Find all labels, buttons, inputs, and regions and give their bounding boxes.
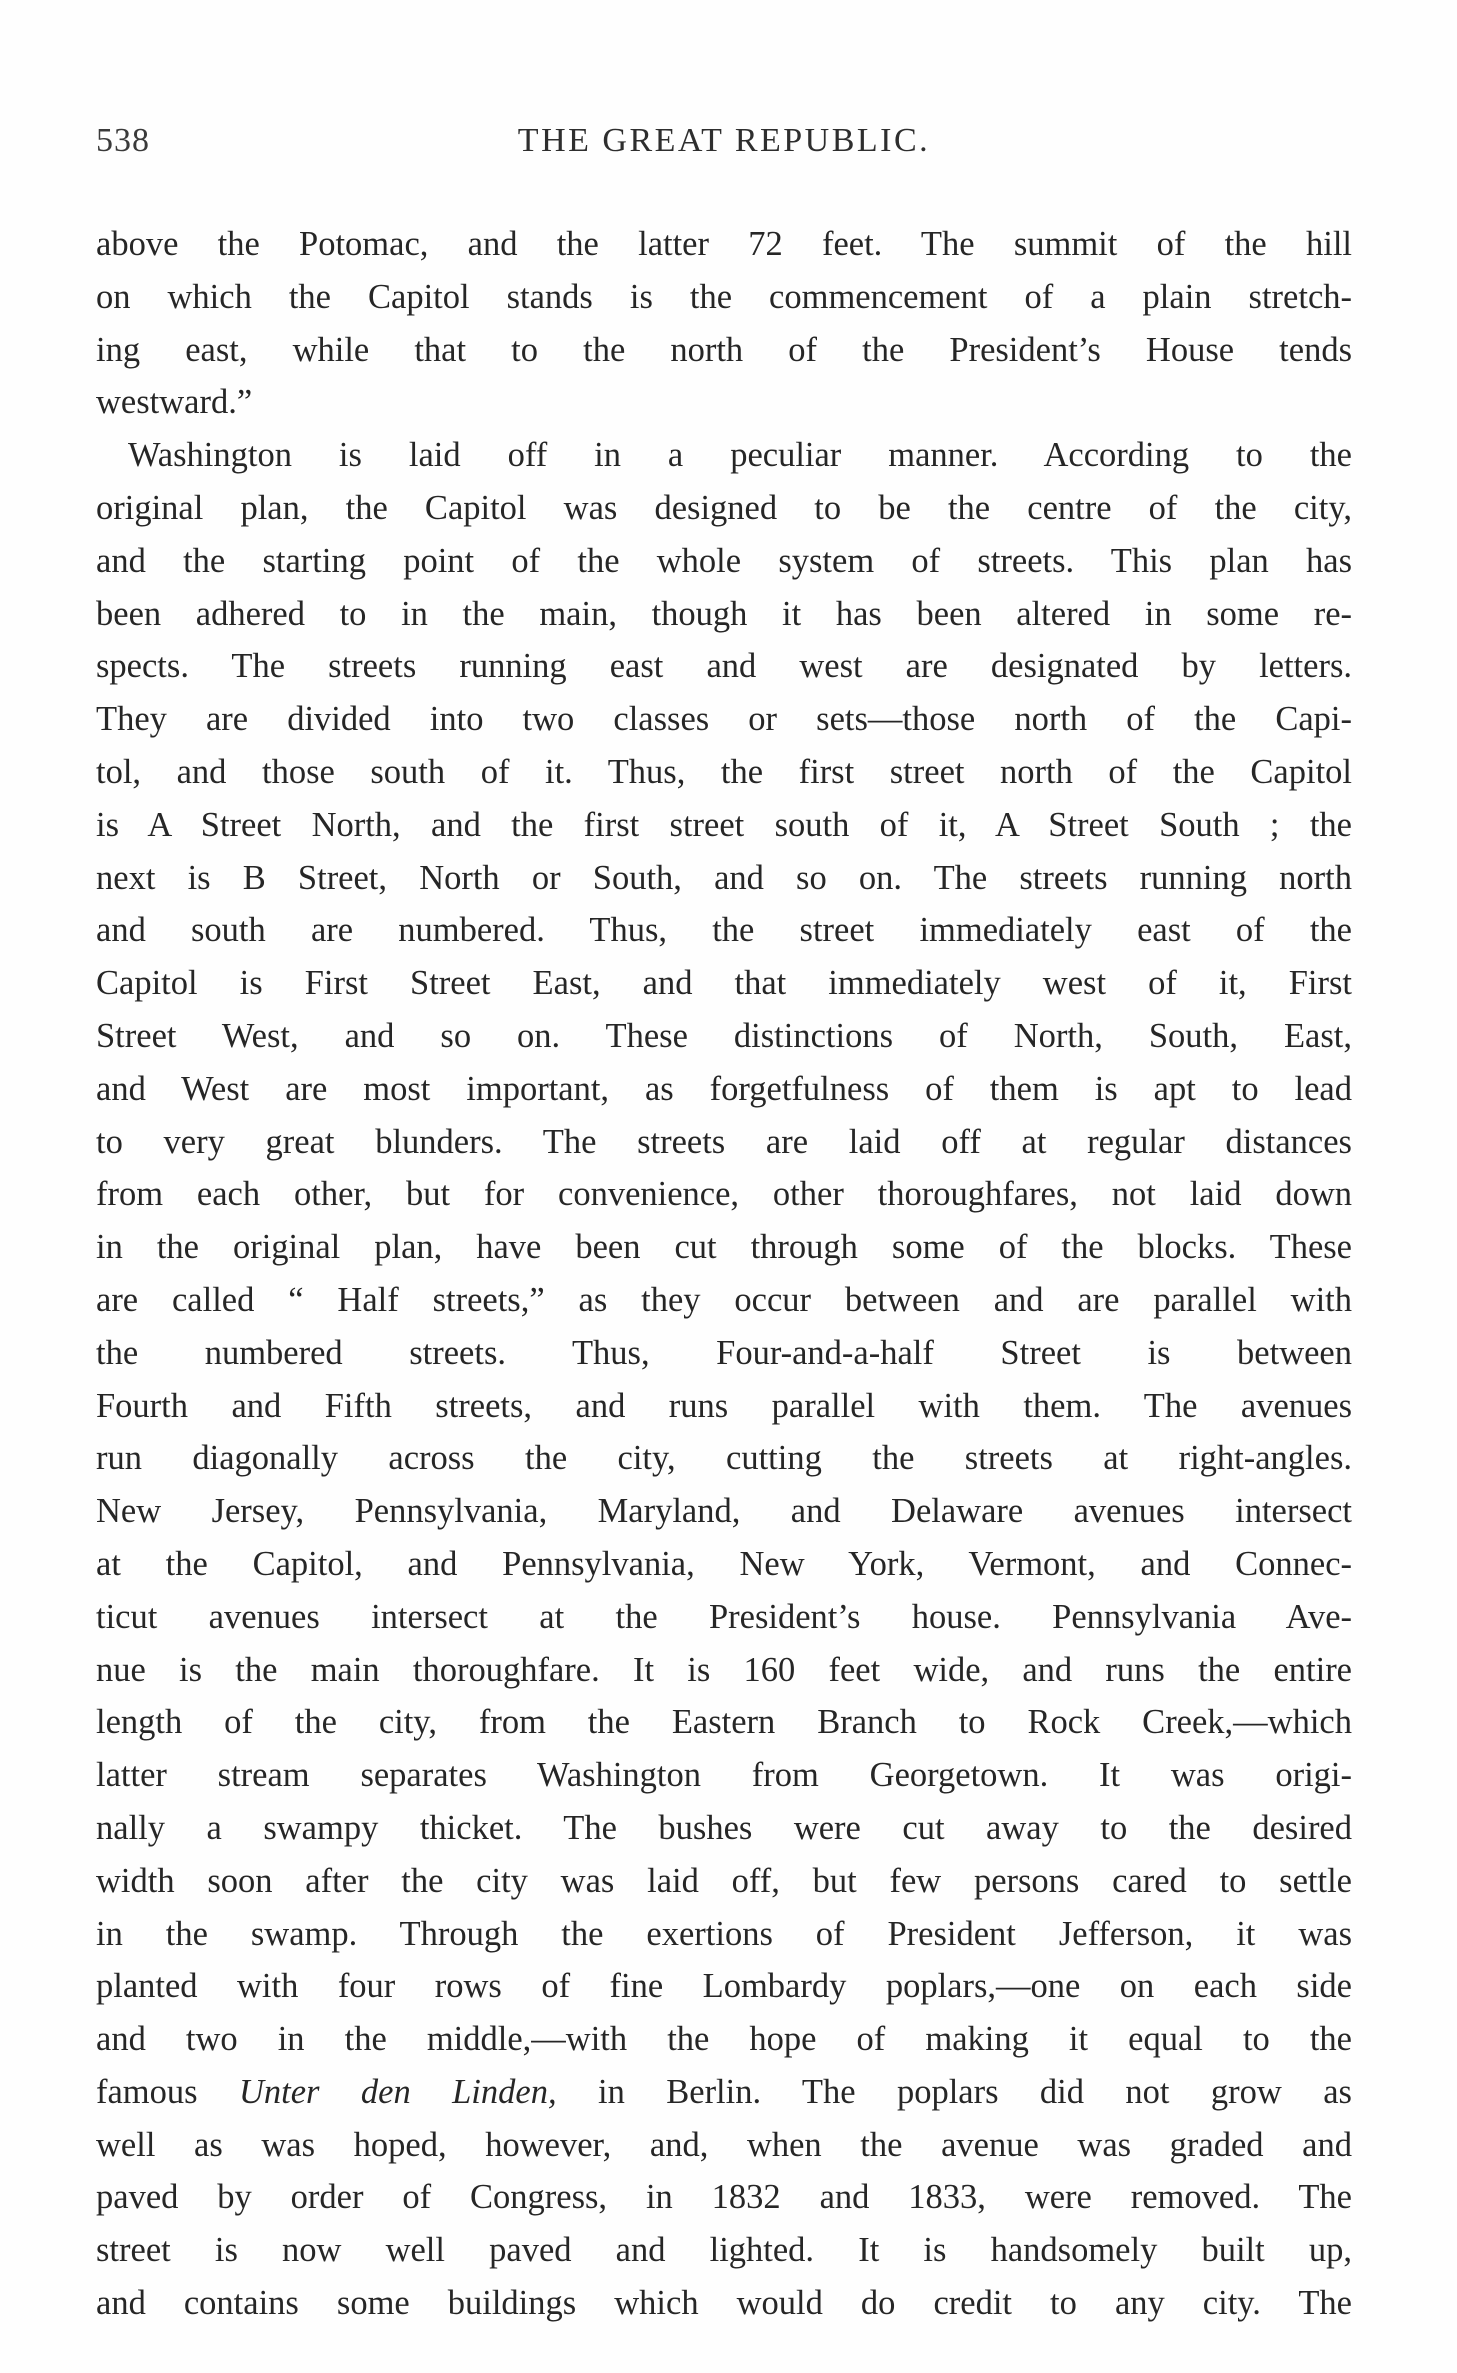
text-line: Fourth and Fifth streets, and runs parallel with them. The avenues xyxy=(96,1386,1352,1425)
text-line: length of the city, from the Eastern Branch to Rock Creek,—which xyxy=(96,1703,1352,1742)
text-line: New Jersey, Pennsylvania, Maryland, and Delaware avenues intersect xyxy=(96,1492,1352,1531)
text-run: in Berlin. The poplars did not grow as xyxy=(556,2072,1352,2111)
text-line: and West are most important, as forgetfulness of them is apt to lead xyxy=(96,1069,1352,1108)
text-line: paved by order of Congress, in 1832 and 1833, were removed. The xyxy=(96,2178,1352,2217)
text-line: street is now well paved and lighted. It is handsomely built up, xyxy=(96,2231,1352,2270)
body-text xyxy=(96,218,1352,2330)
text-line: Washington is laid off in a peculiar manner. According to the xyxy=(128,436,1352,475)
text-line: nally a swampy thicket. The bushes were cut away to the desired xyxy=(96,1808,1352,1847)
page-number: 538 xyxy=(96,122,150,159)
text-line: been adhered to in the main, though it has been altered in some re- xyxy=(96,594,1352,633)
text-line-with-italic xyxy=(96,2066,1352,2119)
text-line: original plan, the Capitol was designed to be the centre of the city, xyxy=(96,488,1352,527)
text-line: to very great blunders. The streets are laid off at regular distances xyxy=(96,1122,1352,1161)
text-run: famous xyxy=(96,2072,239,2111)
text-line: from each other, but for convenience, other thoroughfares, not laid down xyxy=(96,1175,1352,1214)
text-line: is A Street North, and the first street south of it, A Street South ; the xyxy=(96,805,1352,844)
running-title: THE GREAT REPUBLIC. xyxy=(517,122,931,159)
text-line: ing east, while that to the north of the President’s House tends xyxy=(96,330,1352,369)
text-line: in the original plan, have been cut through some of the blocks. These xyxy=(96,1228,1352,1267)
text-line: run diagonally across the city, cutting the streets at right-angles. xyxy=(96,1439,1352,1478)
text-line: well as was hoped, however, and, when the avenue was graded and xyxy=(96,2125,1352,2164)
text-line: on which the Capitol stands is the commencement of a plain stretch- xyxy=(96,277,1352,316)
text-line: planted with four rows of fine Lombardy poplars,—one on each side xyxy=(96,1967,1352,2006)
text-line: in the swamp. Through the exertions of President Jefferson, it was xyxy=(96,1914,1352,1953)
text-line: width soon after the city was laid off, but few persons cared to settle xyxy=(96,1861,1352,1900)
italic-phrase: Unter den Linden, xyxy=(238,2072,557,2111)
text-line: Capitol is First Street East, and that immediately west of it, First xyxy=(96,964,1352,1003)
text-line: nue is the main thoroughfare. It is 160 feet wide, and runs the entire xyxy=(96,1650,1352,1689)
running-head xyxy=(96,122,1352,172)
text-line: and the starting point of the whole system of streets. This plan has xyxy=(96,541,1352,580)
text-line: at the Capitol, and Pennsylvania, New York, Vermont, and Connec- xyxy=(96,1544,1352,1583)
text-line: latter stream separates Washington from Georgetown. It was origi- xyxy=(96,1756,1352,1795)
text-line: and two in the middle,—with the hope of making it equal to the xyxy=(96,2020,1352,2059)
text-line: next is B Street, North or South, and so on. The streets running north xyxy=(96,858,1352,897)
text-line: spects. The streets running east and west are designated by letters. xyxy=(96,647,1352,686)
text-line: westward.” xyxy=(96,383,253,422)
text-line: are called “ Half streets,” as they occur between and are parallel with xyxy=(96,1280,1352,1319)
text-line: ticut avenues intersect at the President’s house. Pennsylvania Ave- xyxy=(96,1597,1352,1636)
text-line: above the Potomac, and the latter 72 feet. The summit of the hill xyxy=(96,225,1352,263)
text-line: They are divided into two classes or sets—those north of the Capi- xyxy=(96,700,1352,739)
text-line: the numbered streets. Thus, Four-and-a-half Street is between xyxy=(96,1333,1352,1372)
text-line: and south are numbered. Thus, the street immediately east of the xyxy=(96,911,1352,950)
text-line: tol, and those south of it. Thus, the first street north of the Capitol xyxy=(96,752,1352,791)
text-line: Street West, and so on. These distinctions of North, South, East, xyxy=(96,1016,1352,1055)
text-line: and contains some buildings which would do credit to any city. The xyxy=(96,2284,1352,2323)
